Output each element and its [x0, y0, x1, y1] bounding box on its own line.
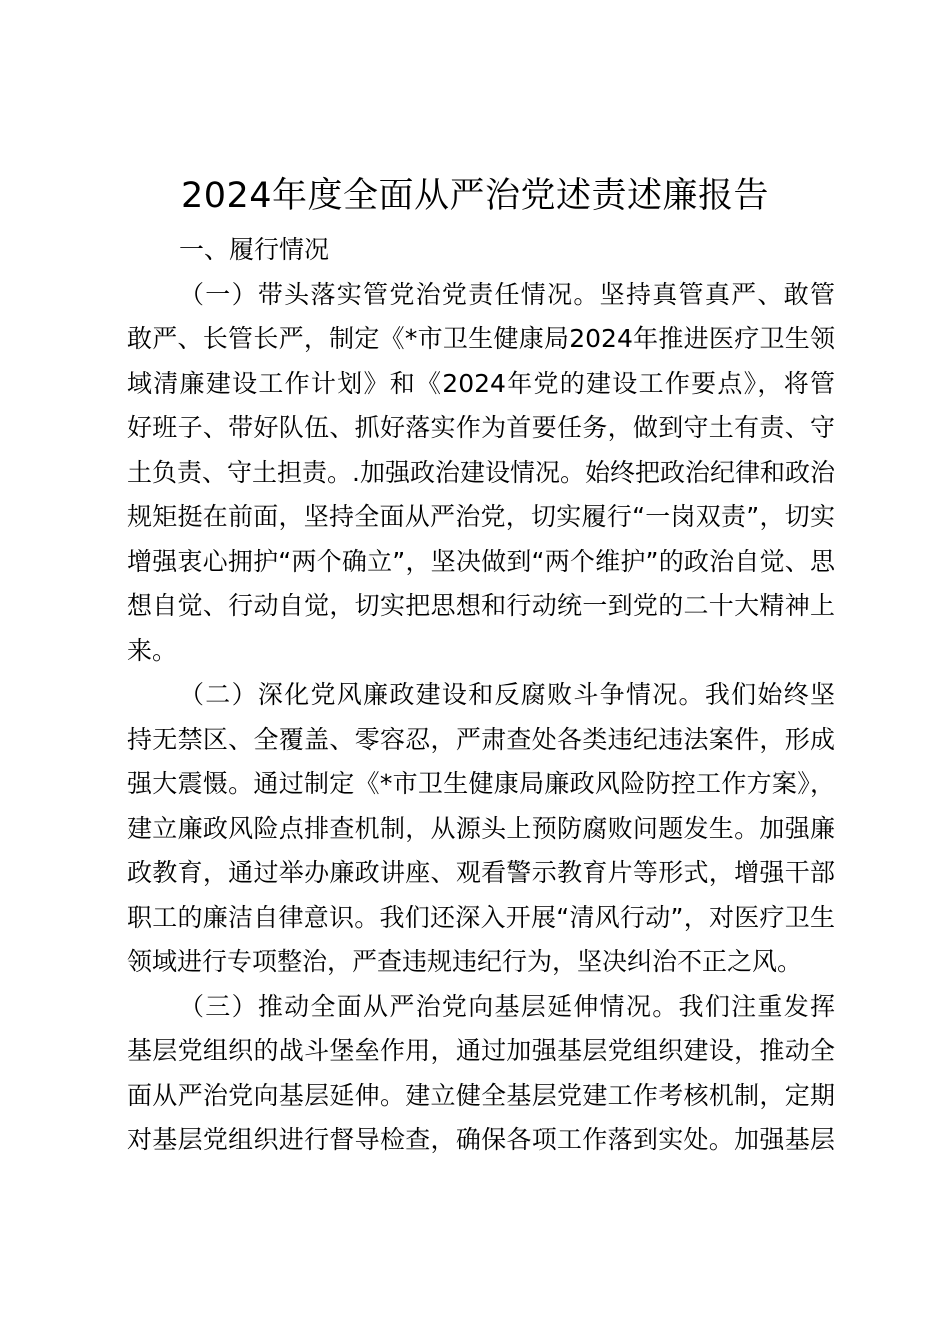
paragraph-line: 增强衷心拥护“两个确立”，坚决做到“两个维护”的政治自觉、思	[127, 546, 835, 576]
paragraph-line: 领域进行专项整治，严查违规违纪行为，坚决纠治不正之风。	[127, 947, 803, 976]
section-heading: 一、履行情况	[179, 235, 330, 264]
paragraph-line: 职工的廉洁自律意识。我们还深入开展“清风行动”，对医疗卫生	[127, 902, 835, 932]
paragraph-line: 敢严、长管长严，制定《*市卫生健康局2024年推进医疗卫生领	[127, 324, 835, 353]
paragraph-1	[127, 273, 835, 674]
paragraph-2	[127, 673, 835, 985]
paragraph-line: 想自觉、行动自觉，切实把思想和行动统一到党的二十大精神上	[127, 591, 835, 620]
paragraph-line: 对基层党组织进行督导检查，确保各项工作落到实处。加强基层	[127, 1125, 835, 1154]
paragraph-line: 规矩挺在前面，坚持全面从严治党，切实履行“一岗双责”，切实	[127, 502, 835, 531]
paragraph-line: 持无禁区、全覆盖、零容忍，严肃查处各类违纪违法案件，形成	[127, 724, 835, 754]
paragraph-line: 土负责、守土担责。.加强政治建设情况。始终把政治纪律和政治	[127, 457, 835, 487]
document-body	[127, 228, 835, 1163]
paragraph-line: 强大震慑。通过制定《*市卫生健康局廉政风险防控工作方案》，	[127, 769, 835, 798]
paragraph-line: （二）深化党风廉政建设和反腐败斗争情况。我们始终坚	[179, 680, 835, 709]
paragraph-line: 来。	[127, 635, 178, 665]
paragraph-line: 基层党组织的战斗堡垒作用，通过加强基层党组织建设，推动全	[127, 1036, 835, 1065]
paragraph-line: （三）推动全面从严治党向基层延伸情况。我们注重发挥	[179, 991, 835, 1021]
paragraph-line: 好班子、带好队伍、抓好落实作为首要任务，做到守土有责、守	[127, 413, 835, 442]
paragraph-line: 域清廉建设工作计划》和《2024年党的建设工作要点》，将管	[127, 368, 835, 398]
document-title: 2024年度全面从严治党述责述廉报告	[180, 176, 770, 216]
paragraph-line: 面从严治党向基层延伸。建立健全基层党建工作考核机制，定期	[127, 1080, 835, 1110]
paragraph-3	[127, 985, 835, 1163]
paragraph-line: 政教育，通过举办廉政讲座、观看警示教育片等形式，增强干部	[127, 858, 835, 887]
paragraph-line: 建立廉政风险点排查机制，从源头上预防腐败问题发生。加强廉	[127, 813, 835, 843]
paragraph-line: （一）带头落实管党治党责任情况。坚持真管真严、敢管	[179, 279, 835, 309]
